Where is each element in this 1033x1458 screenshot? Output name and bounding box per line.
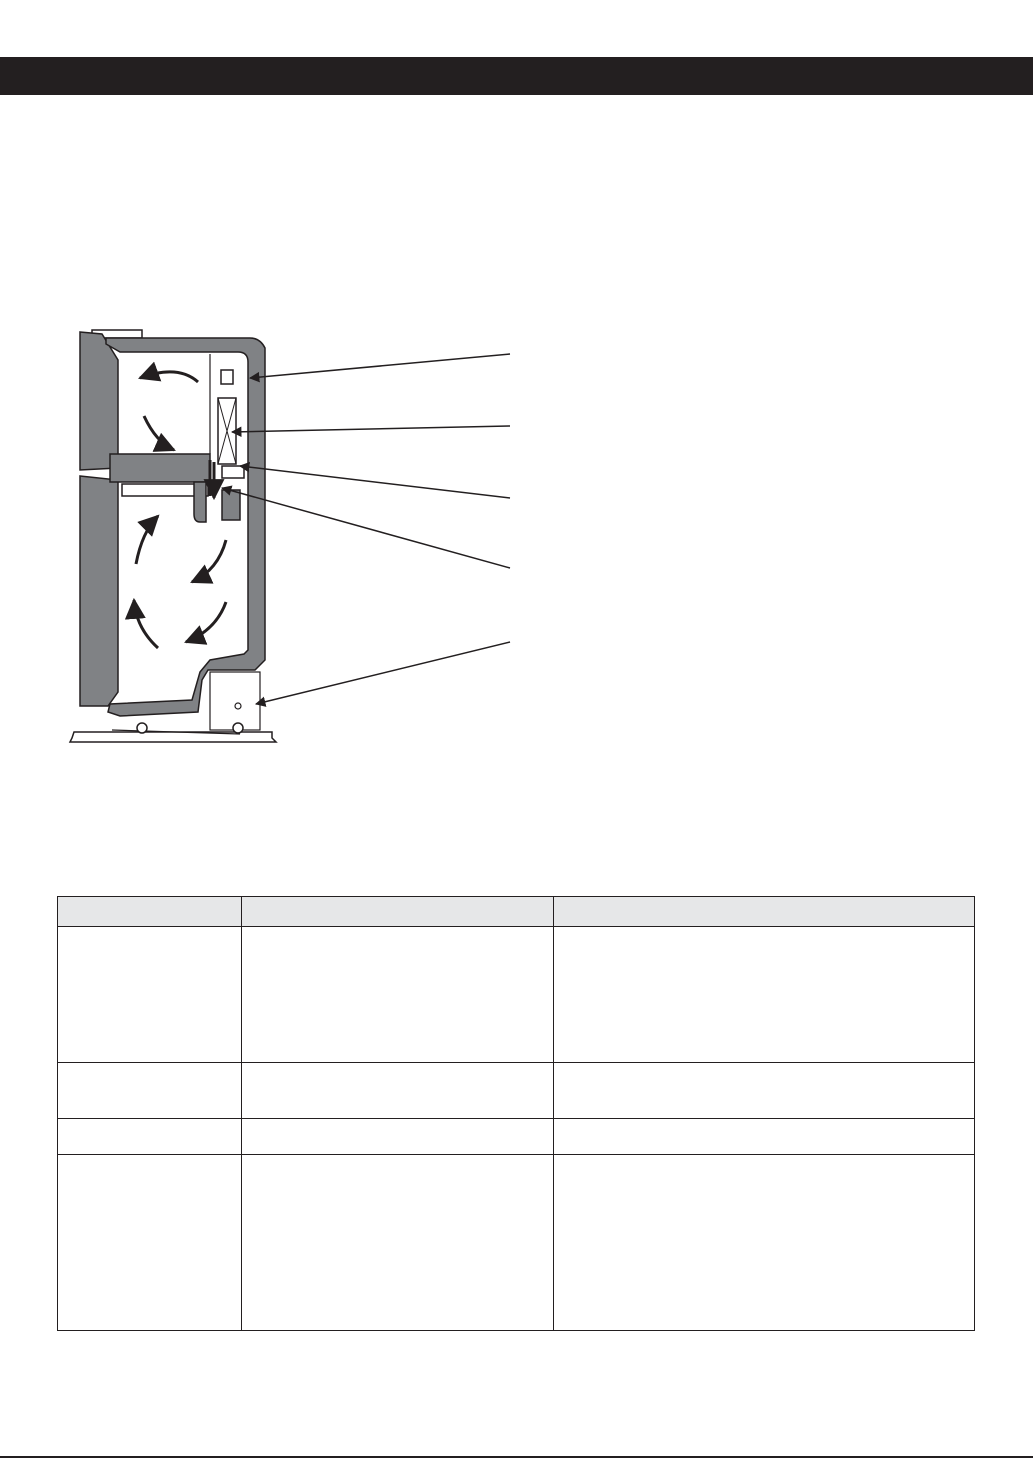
wheel (137, 723, 147, 733)
airflow-arrow (136, 516, 158, 564)
callout-line-2 (232, 426, 510, 432)
table-header-row (58, 897, 975, 927)
table-cell (58, 1063, 242, 1119)
callout-line-1 (250, 354, 510, 378)
base-rail (70, 732, 276, 742)
table-cell (554, 1063, 975, 1119)
table-cell (554, 1155, 975, 1331)
table-cell (242, 1155, 554, 1331)
cabinet-shell (106, 338, 265, 716)
header-bar (0, 57, 1033, 95)
airflow-arrow (140, 372, 198, 382)
refrigerator-cross-section-diagram (60, 320, 530, 760)
table-cell (242, 927, 554, 1063)
fridge-door (80, 476, 118, 706)
freezer-door (80, 332, 118, 470)
table-header-cell (554, 897, 975, 927)
table-cell (554, 927, 975, 1063)
fan-motor (221, 370, 233, 384)
callout-line-5 (256, 642, 510, 704)
table-cell (58, 1119, 242, 1155)
airflow-arrow (144, 416, 174, 450)
table-row (58, 1119, 975, 1155)
defrost-heater (222, 466, 244, 478)
table-cell (242, 1063, 554, 1119)
damper (222, 490, 240, 520)
divider-lip (194, 482, 206, 522)
table-cell (242, 1119, 554, 1155)
airflow-arrow (134, 600, 158, 648)
rivet (235, 703, 241, 709)
airflow-arrow (186, 602, 226, 642)
table-row (58, 927, 975, 1063)
table-cell (58, 927, 242, 1063)
wheel (233, 723, 243, 733)
spec-table (57, 896, 975, 1331)
callout-line-3 (240, 466, 510, 498)
compressor-compartment (210, 672, 260, 730)
table-cell (58, 1155, 242, 1331)
table-header-cell (58, 897, 242, 927)
table-header-cell (242, 897, 554, 927)
airflow-arrow (192, 540, 226, 582)
divider (110, 454, 210, 482)
table-row (58, 1063, 975, 1119)
table-row (58, 1155, 975, 1331)
table-cell (554, 1119, 975, 1155)
